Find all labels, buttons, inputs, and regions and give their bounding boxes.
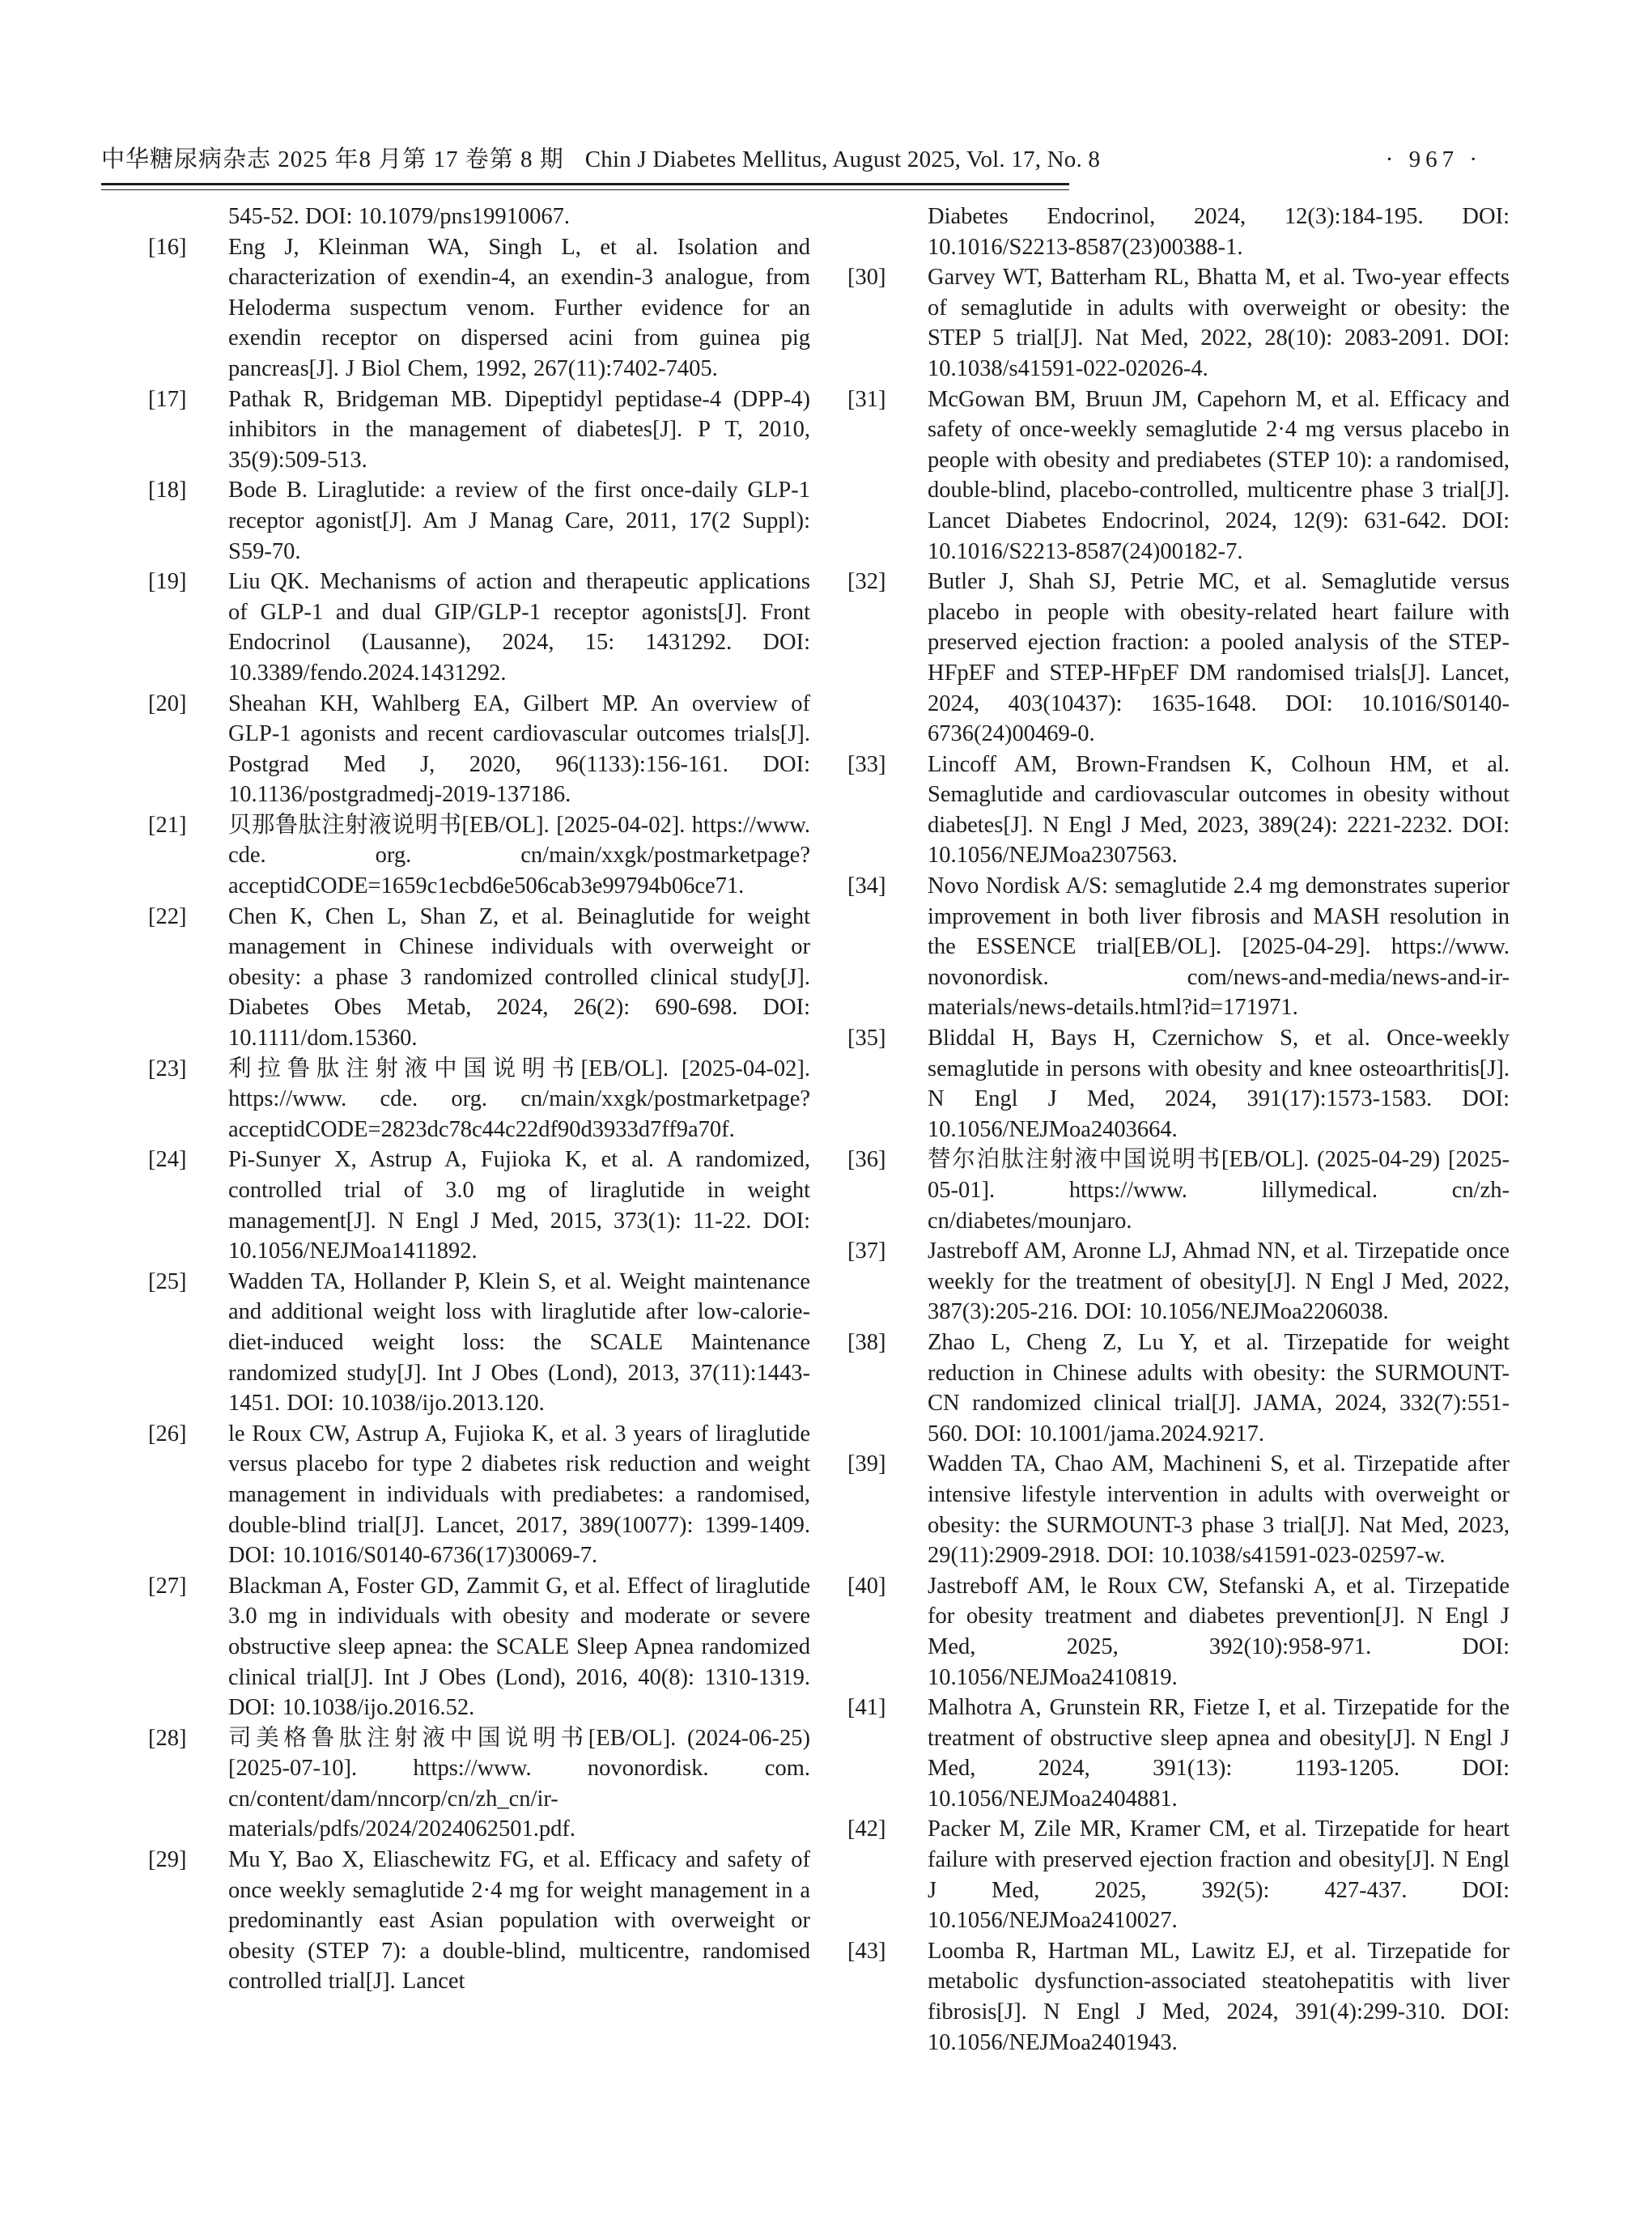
- reference-item: [148, 810, 810, 902]
- reference-number: [41]: [847, 1695, 886, 1721]
- reference-text: Novo Nordisk A/S: semaglutide 2.4 mg demonstrates superior improvement in both liver fibrosis and MASH resolution in the ESSENCE trial[EB/OL]. [2025-04-29]. https://www. novonordisk. com/news-and-media/news-and-ir-materials/news-details.html?id=171971.: [928, 873, 1510, 1021]
- reference-item: [847, 567, 1510, 750]
- reference-item: [847, 384, 1510, 567]
- reference-item: [148, 689, 810, 810]
- reference-text: Lincoff AM, Brown-Frandsen K, Colhoun HM, et al. Semaglutide and cardiovascular outcomes in obesity without diabetes[J]. N Engl J Med, 2023, 389(24): 2221-2232. DOI: 10.1056/NEJMoa2307563.: [928, 751, 1510, 869]
- reference-number: [21]: [148, 812, 187, 838]
- reference-item: [148, 1267, 810, 1419]
- reference-number: [26]: [148, 1421, 187, 1446]
- reference-number: [20]: [148, 690, 187, 716]
- reference-item: [847, 1328, 1510, 1449]
- reference-item: [847, 1236, 1510, 1328]
- running-header: [101, 146, 1551, 173]
- page-number: · 967 ·: [1385, 147, 1482, 172]
- reference-number: [17]: [148, 386, 187, 412]
- reference-columns: [148, 202, 1510, 2058]
- reference-item: [148, 232, 810, 384]
- reference-text: Butler J, Shah SJ, Petrie MC, et al. Semaglutide versus placebo in people with obesity-related heart failure with preserved ejection fraction: a pooled analysis of the STEP-HFpEF and STEP-HFpEF DM randomised trials[J]. Lancet, 2024, 403(10437): 1635-1648. DOI: 10.1016/S0140-6736(24)00469-0.: [928, 569, 1510, 747]
- reference-number: [36]: [847, 1147, 886, 1173]
- reference-item: [148, 384, 810, 476]
- journal-title-cn: 中华糖尿病杂志 2025 年8 月第 17 卷第 8 期: [101, 147, 564, 172]
- reference-text: Bliddal H, Bays H, Czernichow S, et al. Once-weekly semaglutide in persons with obesity and knee osteoarthritis[J]. N Engl J Med, 2024, 391(17):1573-1583. DOI: 10.1056/NEJMoa2403664.: [928, 1026, 1510, 1142]
- reference-text: 替尔泊肽注射液中国说明书[EB/OL]. (2025-04-29) [2025-05-01]. https://www. lillymedical. cn/zh-cn/diabetes/mounjaro.: [928, 1147, 1510, 1234]
- reference-item: [847, 1571, 1510, 1693]
- reference-text: Packer M, Zile MR, Kramer CM, et al. Tirzepatide for heart failure with preserved ejection fraction and obesity[J]. N Engl J Med, 2025, 392(5): 427-437. DOI: 10.1056/NEJMoa2410027.: [928, 1816, 1510, 1934]
- reference-number: [29]: [148, 1847, 187, 1873]
- reference-number: [31]: [847, 386, 886, 412]
- reference-text: Pathak R, Bridgeman MB. Dipeptidyl peptidase-4 (DPP-4) inhibitors in the management of diabetes[J]. P T, 2010, 35(9):509-513.: [228, 386, 810, 473]
- reference-number: [30]: [847, 265, 886, 291]
- reference-item: [847, 1936, 1510, 2058]
- reference-number: [16]: [148, 234, 187, 260]
- reference-number: [34]: [847, 873, 886, 899]
- reference-text: Liu QK. Mechanisms of action and therapeutic applications of GLP-1 and dual GIP/GLP-1 receptor agonists[J]. Front Endocrinol (Lausanne), 2024, 15: 1431292. DOI: 10.3389/fendo.2024.1431292.: [228, 569, 810, 686]
- reference-text: McGowan BM, Bruun JM, Capehorn M, et al. Efficacy and safety of once-weekly semaglutide 2·4 mg versus placebo in people with obesity and prediabetes (STEP 10): a randomised, double-blind, placebo-controlled, multicentre phase 3 trial[J]. Lancet Diabetes Endocrinol, 2024, 12(9): 631-642. DOI: 10.1016/S2213-8587(24)00182-7.: [928, 386, 1510, 564]
- reference-item: [847, 871, 1510, 1023]
- reference-text: Mu Y, Bao X, Eliaschewitz FG, et al. Efficacy and safety of once weekly semaglutide 2·4 mg for weight management in a predominantly east Asian population with overweight or obesity (STEP 7): a double-blind, multicentre, randomised controlled trial[J]. Lancet: [228, 1847, 810, 1994]
- reference-item: [148, 1054, 810, 1145]
- reference-item: [148, 567, 810, 688]
- reference-text: 贝那鲁肽注射液说明书[EB/OL]. [2025-04-02]. https://www. cde. org. cn/main/xxgk/postmarketpage?acceptidCODE=1659c1ecbd6e506cab3e99794b06ce71.: [228, 812, 810, 899]
- reference-text: Chen K, Chen L, Shan Z, et al. Beinaglutide for weight management in Chinese individuals with overweight or obesity: a phase 3 randomized controlled clinical study[J]. Diabetes Obes Metab, 2024, 26(2): 690-698. DOI: 10.1111/dom.15360.: [228, 903, 810, 1051]
- reference-text: Malhotra A, Grunstein RR, Fietze I, et al. Tirzepatide for the treatment of obstructive sleep apnea and obesity[J]. N Engl J Med, 2024, 391(13): 1193-1205. DOI: 10.1056/NEJMoa2404881.: [928, 1695, 1510, 1812]
- reference-item: [847, 750, 1510, 871]
- reference-column-left: [148, 202, 810, 2058]
- reference-text: Bode B. Liraglutide: a review of the first once-daily GLP-1 receptor agonist[J]. Am J Manag Care, 2011, 17(2 Suppl): S59-70.: [228, 478, 810, 564]
- reference-text: Eng J, Kleinman WA, Singh L, et al. Isolation and characterization of exendin-4, an exendin-3 analogue, from Heloderma suspectum venom. Further evidence for an exendin receptor on dispersed acini from guinea pig pancreas[J]. J Biol Chem, 1992, 267(11):7402-7405.: [228, 234, 810, 381]
- header-rule-thin: [101, 189, 1069, 190]
- reference-text: Jastreboff AM, le Roux CW, Stefanski A, et al. Tirzepatide for obesity treatment and diabetes prevention[J]. N Engl J Med, 2025, 392(10):958-971. DOI: 10.1056/NEJMoa2410819.: [928, 1573, 1510, 1690]
- reference-number: [25]: [148, 1268, 187, 1294]
- reference-text: Wadden TA, Chao AM, Machineni S, et al. Tirzepatide after intensive lifestyle intervention in adults with overweight or obesity: the SURMOUNT-3 phase 3 trial[J]. Nat Med, 2023, 29(11):2909-2918. DOI: 10.1038/s41591-023-02597-w.: [928, 1451, 1510, 1569]
- reference-item: [148, 1723, 810, 1845]
- reference-text: Garvey WT, Batterham RL, Bhatta M, et al. Two-year effects of semaglutide in adults with overweight or obesity: the STEP 5 trial[J]. Nat Med, 2022, 28(10): 2083-2091. DOI: 10.1038/s41591-022-02026-4.: [928, 265, 1510, 381]
- reference-number: [33]: [847, 751, 886, 777]
- reference-item: [847, 262, 1510, 384]
- carryover-text: Diabetes Endocrinol, 2024, 12(3):184-195. DOI: 10.1016/S2213-8587(23)00388-1.: [928, 204, 1510, 260]
- reference-item: [148, 475, 810, 567]
- reference-item: [847, 1023, 1510, 1145]
- header-rule-thick: [101, 183, 1069, 185]
- reference-text: le Roux CW, Astrup A, Fujioka K, et al. 3 years of liraglutide versus placebo for type 2 diabetes risk reduction and weight management in individuals with prediabetes: a randomised, double-blind trial[J]. Lancet, 2017, 389(10077): 1399-1409. DOI: 10.1016/S0140-6736(17)30069-7.: [228, 1421, 810, 1569]
- reference-number: [28]: [148, 1725, 187, 1751]
- reference-text: Zhao L, Cheng Z, Lu Y, et al. Tirzepatide for weight reduction in Chinese adults with obesity: the SURMOUNT-CN randomized clinical trial[J]. JAMA, 2024, 332(7):551-560. DOI: 10.1001/jama.2024.9217.: [928, 1329, 1510, 1446]
- reference-text: Blackman A, Foster GD, Zammit G, et al. Effect of liraglutide 3.0 mg in individuals with obesity and moderate or severe obstructive sleep apnea: the SCALE Sleep Apnea randomized clinical trial[J]. Int J Obes (Lond), 2016, 40(8): 1310-1319. DOI: 10.1038/ijo.2016.52.: [228, 1573, 810, 1721]
- reference-number: [40]: [847, 1573, 886, 1599]
- reference-number: [27]: [148, 1573, 187, 1599]
- journal-title-en: Chin J Diabetes Mellitus, August 2025, Vol. 17, No. 8: [584, 147, 1101, 172]
- reference-text: Loomba R, Hartman ML, Lawitz EJ, et al. Tirzepatide for metabolic dysfunction-associated steatohepatitis with liver fibrosis[J]. N Engl J Med, 2024, 391(4):299-310. DOI: 10.1056/NEJMoa2401943.: [928, 1938, 1510, 2055]
- reference-text: 利拉鲁肽注射液中国说明书[EB/OL]. [2025-04-02]. https://www. cde. org. cn/main/xxgk/postmarketpage?acceptidCODE=2823dc78c44c22df90d3933d7ff9a70f.: [228, 1056, 810, 1142]
- reference-item: [847, 1814, 1510, 1935]
- reference-number: [39]: [847, 1451, 886, 1477]
- reference-number: [22]: [148, 903, 187, 929]
- reference-text: Jastreboff AM, Aronne LJ, Ahmad NN, et al. Tirzepatide once weekly for the treatment of obesity[J]. N Engl J Med, 2022, 387(3):205-216. DOI: 10.1056/NEJMoa2206038.: [928, 1238, 1510, 1325]
- reference-item: [148, 1145, 810, 1266]
- reference-text: Sheahan KH, Wahlberg EA, Gilbert MP. An overview of GLP-1 agonists and recent cardiovascular outcomes trials[J]. Postgrad Med J, 2020, 96(1133):156-161. DOI: 10.1136/postgradmedj-2019-137186.: [228, 690, 810, 808]
- reference-item: [148, 1419, 810, 1571]
- reference-item: [148, 1571, 810, 1723]
- reference-item: [847, 1145, 1510, 1236]
- reference-number: [35]: [847, 1026, 886, 1051]
- reference-text: Pi-Sunyer X, Astrup A, Fujioka K, et al. A randomized, controlled trial of 3.0 mg of liraglutide in weight management[J]. N Engl J Med, 2015, 373(1): 11-22. DOI: 10.1056/NEJMoa1411892.: [228, 1147, 810, 1264]
- reference-item: [847, 1693, 1510, 1814]
- reference-text: 司美格鲁肽注射液中国说明书[EB/OL]. (2024-06-25) [2025-07-10]. https://www. novonordisk. com. cn/content/dam/nncorp/cn/zh_cn/ir-materials/pdfs/2024/2024062501.pdf.: [228, 1725, 810, 1842]
- reference-item: [847, 1449, 1510, 1570]
- reference-item: [148, 1845, 810, 1997]
- reference-number: [43]: [847, 1938, 886, 1964]
- reference-number: [23]: [148, 1056, 187, 1081]
- reference-number: [42]: [847, 1816, 886, 1842]
- reference-number: [38]: [847, 1329, 886, 1355]
- reference-number: [37]: [847, 1238, 886, 1264]
- reference-column-right: [847, 202, 1510, 2058]
- carryover-text: 545-52. DOI: 10.1079/pns19910067.: [228, 204, 570, 229]
- reference-number: [19]: [148, 569, 187, 595]
- reference-number: [24]: [148, 1147, 187, 1173]
- reference-text: Wadden TA, Hollander P, Klein S, et al. Weight maintenance and additional weight loss with liraglutide after low-calorie-diet-induced weight loss: the SCALE Maintenance randomized study[J]. Int J Obes (Lond), 2013, 37(11):1443-1451. DOI: 10.1038/ijo.2013.120.: [228, 1268, 810, 1417]
- reference-number: [32]: [847, 569, 886, 595]
- reference-number: [18]: [148, 478, 187, 503]
- reference-item: [148, 902, 810, 1054]
